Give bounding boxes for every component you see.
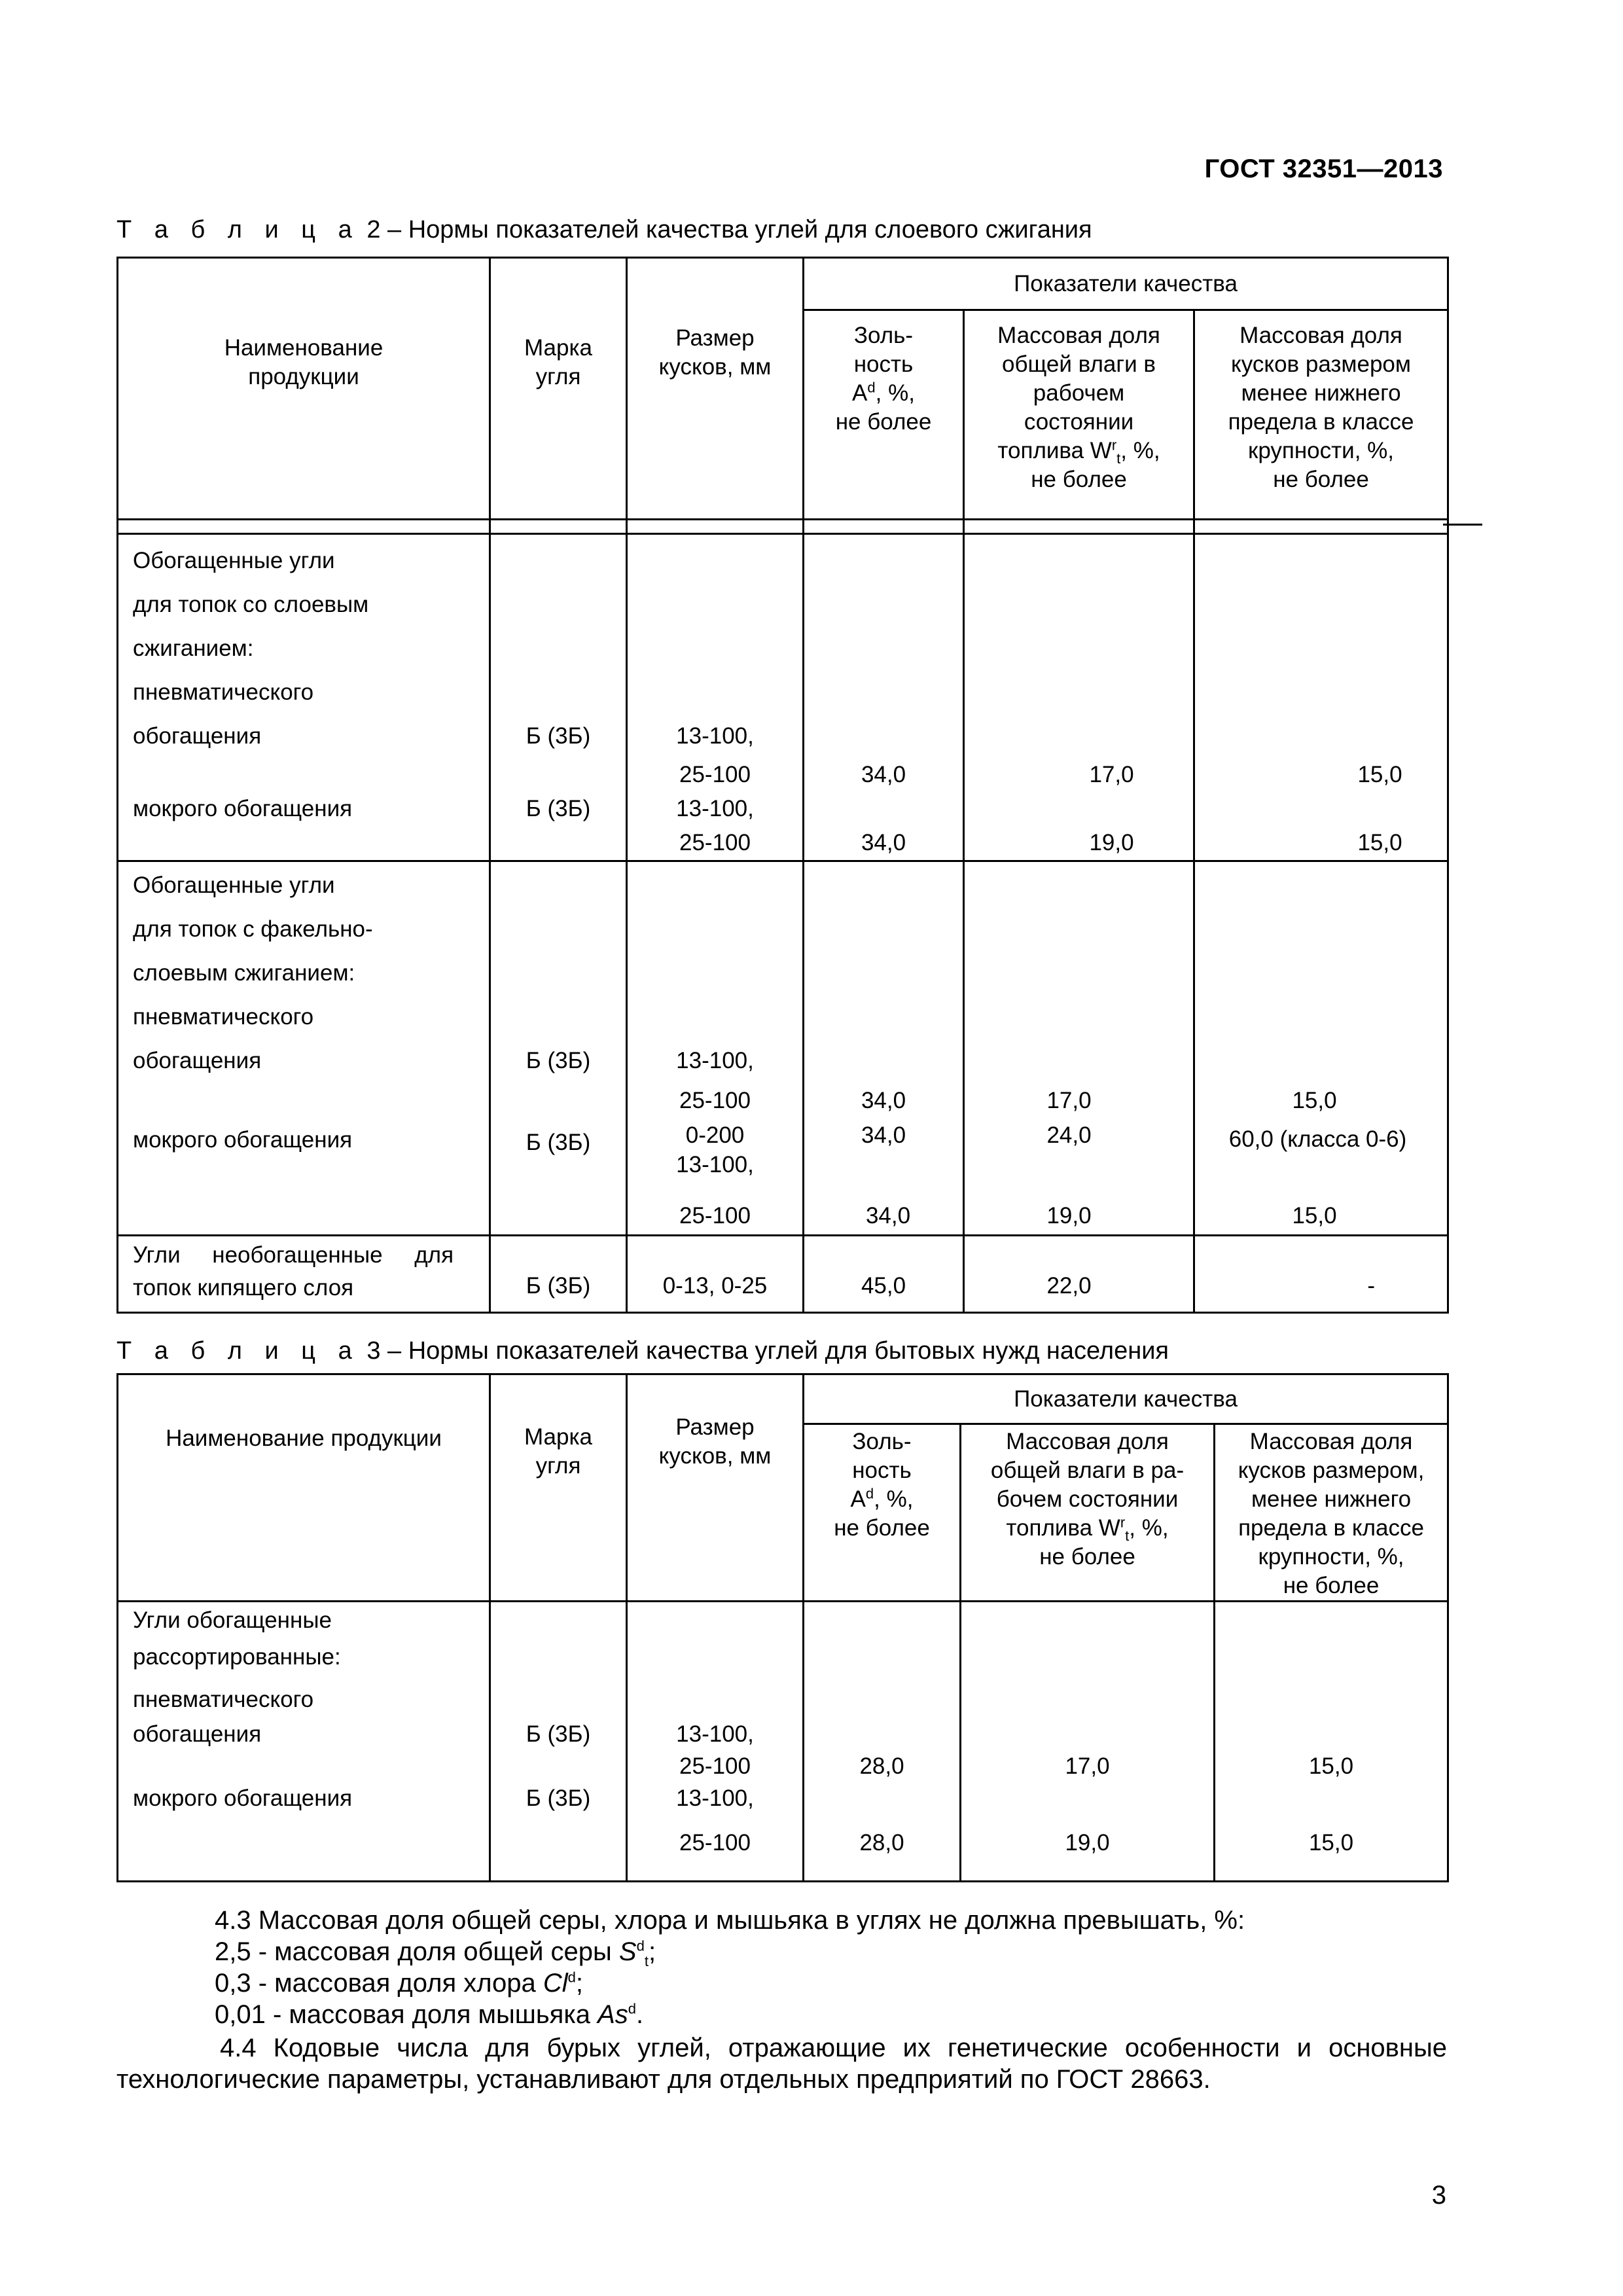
table2-g3-moisture: 22,0 xyxy=(964,1236,1194,1313)
table3-header-grade: Марка угля xyxy=(490,1374,627,1602)
table2-spacer-row xyxy=(118,520,1448,534)
table2-g1-grade: Б (3Б) Б (3Б) xyxy=(490,534,627,861)
table2-header-rule-overhang xyxy=(1443,524,1482,526)
table3-body-ash: 28,0 28,0 xyxy=(804,1602,961,1882)
table3-caption-text: – Нормы показателей качества углей для бытовых нужд населения xyxy=(387,1337,1169,1365)
table2-header-size: Размер кусков, мм xyxy=(627,258,804,520)
table2-caption-number: 2 xyxy=(366,216,381,243)
table2-caption-label: Т а б л и ц а xyxy=(116,216,360,243)
table2-g3-name: Угли необогащенные для топок кипящего слоя xyxy=(118,1236,490,1313)
table2-g1-ash: 34,0 34,0 xyxy=(804,534,964,861)
section-4-3-arsenic: 0,01 - массовая доля мышьяка As$^d$. xyxy=(215,2000,644,2029)
table3 xyxy=(116,1373,1449,1882)
table2-g2-ash: 34,0 34,0 34,0 xyxy=(804,861,964,1236)
table3-body-size: 13-100, 25-100 13-100, 25-100 xyxy=(627,1602,804,1882)
section-4-3-chlorine: 0,3 - массовая доля хлора Cl$^d$; xyxy=(215,1969,584,1998)
table3-header-quality: Показатели качества xyxy=(804,1374,1448,1424)
table3-body-fines: 15,0 15,0 xyxy=(1215,1602,1448,1882)
table2-g1-fines: 15,0 15,0 xyxy=(1194,534,1448,861)
table2-g3-grade: Б (3Б) xyxy=(490,1236,627,1313)
table2-g1-moisture: 17,0 19,0 xyxy=(964,534,1194,861)
table3-caption-label: Т а б л и ц а xyxy=(116,1337,360,1365)
table2-g2-grade: Б (3Б) Б (3Б) xyxy=(490,861,627,1236)
page-number: 3 xyxy=(1431,2181,1446,2210)
table-row xyxy=(118,1236,1448,1313)
table3-header-moisture: Массовая доля общей влаги в ра- бочем состоянии топлива $W^r_t$, %, не более xyxy=(961,1424,1215,1602)
table3-body-name: Угли обогащенные рассортированные: пневматического обогащения мокрого обогащения xyxy=(118,1602,490,1882)
table2-header-ash: Золь- ность $A^d$, %, не более xyxy=(804,310,964,520)
section-4-4: 4.4 Кодовые числа для бурых углей, отражающие их генетические особенности и основные технологические параметры, устанавливают для отдельных предприятий по ГОСТ 28663. xyxy=(116,2034,1447,2094)
table2-g3-size: 0-13, 0-25 xyxy=(627,1236,804,1313)
document-id: ГОСТ 32351—2013 xyxy=(1204,154,1443,183)
table3-header-size: Размер кусков, мм xyxy=(627,1374,804,1602)
table2-header-quality: Показатели качества xyxy=(804,258,1448,310)
table2-caption xyxy=(116,216,1092,244)
table3-caption-number: 3 xyxy=(366,1337,381,1365)
table2-header-moisture: Массовая доля общей влаги в рабочем состоянии топлива $W^r_t$, %, не более xyxy=(964,310,1194,520)
table2-g3-ash: 45,0 xyxy=(804,1236,964,1313)
table2-header-name: Наименование продукции xyxy=(118,258,490,520)
table-row xyxy=(118,534,1448,861)
table3-header-name: Наименование продукции xyxy=(118,1374,490,1602)
table2-g1-size: 13-100, 25-100 13-100, 25-100 xyxy=(627,534,804,861)
section-4-3-intro: 4.3 Массовая доля общей серы, хлора и мышьяка в углях не должна превышать, %: xyxy=(215,1906,1245,1935)
table3-header-ash: Золь- ность $A^d$, %, не более xyxy=(804,1424,961,1602)
table3-caption xyxy=(116,1337,1169,1365)
table2-g1-name: Обогащенные угли для топок со слоевым сжиганием: пневматического обогащения мокрого обогащения xyxy=(118,534,490,861)
table-row xyxy=(118,1602,1448,1882)
table2-caption-text: – Нормы показателей качества углей для слоевого сжигания xyxy=(387,216,1092,243)
table2 xyxy=(116,257,1449,1314)
table2-g2-moisture: 17,0 24,0 19,0 xyxy=(964,861,1194,1236)
table2-g2-name: Обогащенные угли для топок с факельно- слоевым сжиганием: пневматического обогащения мокрого обогащения xyxy=(118,861,490,1236)
table3-body-grade: Б (3Б) Б (3Б) xyxy=(490,1602,627,1882)
section-4-3 xyxy=(116,1905,1447,2030)
table2-header-grade: Марка угля xyxy=(490,258,627,520)
table2-header-fines: Массовая доля кусков размером менее нижнего предела в классе крупности, %, не более xyxy=(1194,310,1448,520)
table3-header-fines: Массовая доля кусков размером, менее нижнего предела в классе крупности, %, не более xyxy=(1215,1424,1448,1602)
section-4-3-sulfur: 2,5 - массовая доля общей серы $S^d_t$; xyxy=(215,1937,656,1969)
table-row xyxy=(118,861,1448,1236)
table2-g3-fines: - xyxy=(1194,1236,1448,1313)
table2-g2-size: 13-100, 25-100 0-200 13-100, 25-100 xyxy=(627,861,804,1236)
table3-body-moisture: 17,0 19,0 xyxy=(961,1602,1215,1882)
table2-g2-fines: 15,0 60,0 (класса 0-6) 15,0 xyxy=(1194,861,1448,1236)
